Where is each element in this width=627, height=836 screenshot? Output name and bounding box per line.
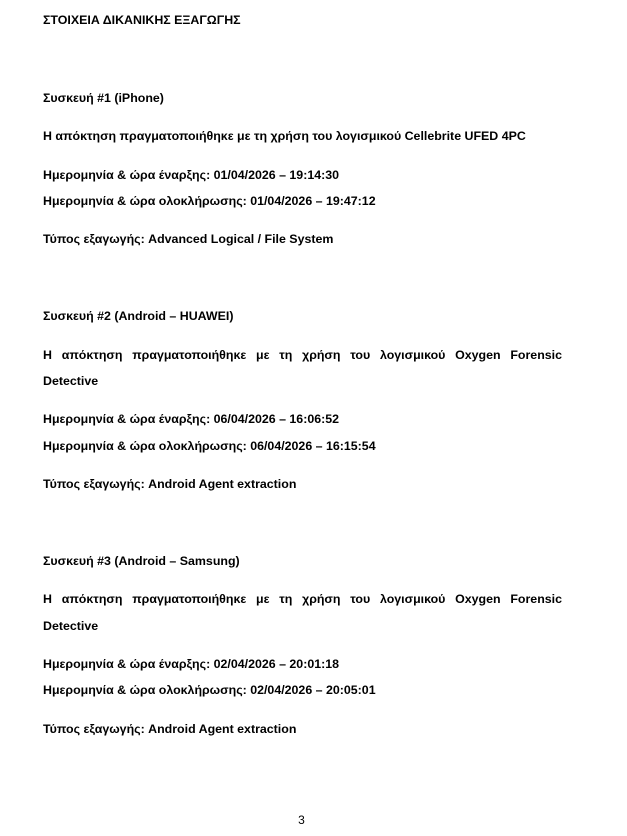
page-number: 3 bbox=[298, 813, 305, 827]
device-3-end-time: Ημερομηνία & ώρα ολοκλήρωσης: 02/04/2026 – 20:05:01 bbox=[43, 683, 376, 697]
device-2-end-time: Ημερομηνία & ώρα ολοκλήρωσης: 06/04/2026 – 16:15:54 bbox=[43, 439, 376, 453]
device-3-acquisition-line-1: Η απόκτηση πραγματοποιήθηκε με τη χρήση του λογισμικού Oxygen Forensic bbox=[43, 592, 562, 606]
device-2-heading: Συσκευή #2 (Android – HUAWEI) bbox=[43, 309, 234, 323]
device-1-end-time: Ημερομηνία & ώρα ολοκλήρωσης: 01/04/2026 – 19:47:12 bbox=[43, 194, 376, 208]
device-2-extraction-type: Τύπος εξαγωγής: Android Agent extraction bbox=[43, 477, 297, 491]
device-1-start-time: Ημερομηνία & ώρα έναρξης: 01/04/2026 – 19:14:30 bbox=[43, 168, 340, 182]
device-1-heading: Συσκευή #1 (iPhone) bbox=[43, 91, 164, 105]
device-2-acquisition-line-1: Η απόκτηση πραγματοποιήθηκε με τη χρήση του λογισμικού Oxygen Forensic bbox=[43, 348, 562, 362]
device-3-acquisition-line-2: Detective bbox=[43, 619, 99, 633]
document-title: ΣΤΟΙΧΕΙΑ ΔΙΚΑΝΙΚΗΣ ΕΞΑΓΩΓΗΣ bbox=[43, 13, 241, 27]
device-1-acquisition: Η απόκτηση πραγματοποιήθηκε με τη χρήση του λογισμικού Cellebrite UFED 4PC bbox=[43, 129, 526, 143]
device-3-start-time: Ημερομηνία & ώρα έναρξης: 02/04/2026 – 20:01:18 bbox=[43, 657, 340, 671]
device-2-acquisition-line-2: Detective bbox=[43, 374, 99, 388]
device-2-start-time: Ημερομηνία & ώρα έναρξης: 06/04/2026 – 16:06:52 bbox=[43, 412, 340, 426]
device-3-extraction-type: Τύπος εξαγωγής: Android Agent extraction bbox=[43, 722, 297, 736]
device-1-extraction-type: Τύπος εξαγωγής: Advanced Logical / File System bbox=[43, 232, 334, 246]
device-3-heading: Συσκευή #3 (Android – Samsung) bbox=[43, 554, 240, 568]
